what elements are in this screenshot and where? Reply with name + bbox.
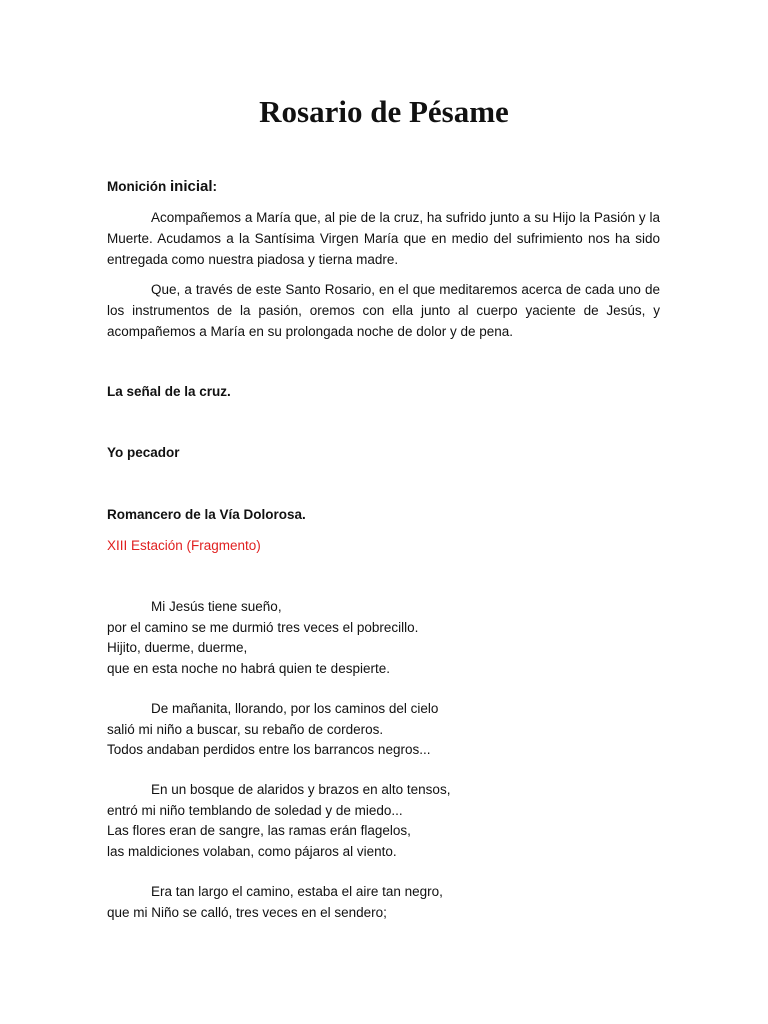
stanza-line: las maldiciones volaban, como pájaros al viento. [107, 843, 397, 859]
monicion-label-part1: Monición [107, 179, 170, 194]
romancero-heading: Romancero de la Vía Dolorosa. [107, 507, 306, 522]
stanza-line: Todos andaban perdidos entre los barrancos negros... [107, 742, 431, 757]
estacion-subheading: XIII Estación (Fragmento) [107, 538, 261, 553]
senal-de-la-cruz-heading: La señal de la cruz. [107, 384, 231, 399]
stanza-line: Era tan largo el camino, estaba el aire tan negro, [151, 884, 443, 899]
stanza-line: entró mi niño temblando de soledad y de miedo... [107, 802, 403, 818]
yo-pecador-heading: Yo pecador [107, 445, 180, 460]
monicion-label-part2: inicial [170, 178, 213, 195]
stanza-line: que mi Niño se calló, tres veces en el sendero; [107, 904, 387, 920]
stanza-line: De mañanita, llorando, por los caminos del cielo [151, 701, 439, 716]
monicion-label-part3: : [212, 179, 218, 194]
stanza-line: salió mi niño a buscar, su rebaño de corderos. [107, 721, 384, 737]
stanza-line: que en esta noche no habrá quien te despierte. [107, 660, 390, 676]
stanza-line: Hijito, duerme, duerme, [107, 640, 248, 655]
monicion-paragraph-2: Que, a través de este Santo Rosario, en el que meditaremos acerca de cada uno de los instrumentos de la pasión, oremos con ella junto al cuerpo yaciente de Jesús, y acompañemos a María en su prolongada noche de dolor y de pena. [107, 282, 660, 339]
stanza-3 [107, 780, 660, 862]
stanza-1 [107, 597, 660, 679]
monicion-paragraph-1: Acompañemos a María que, al pie de la cruz, ha sufrido junto a su Hijo la Pasión y la Muerte. Acudamos a la Santísima Virgen María que en medio del sufrimiento nos ha sido entregada como nuestra piadosa y tierna madre. [107, 210, 660, 267]
stanza-line: por el camino se me durmió tres veces el pobrecillo. [107, 619, 419, 635]
monicion-heading [107, 176, 660, 197]
stanza-4 [107, 882, 660, 923]
stanza-line: Las flores eran de sangre, las ramas erán flagelos, [107, 823, 411, 838]
stanza-2 [107, 699, 660, 761]
stanza-line: Mi Jesús tiene sueño, [151, 599, 282, 614]
stanza-line: En un bosque de alaridos y brazos en alto tensos, [151, 782, 451, 797]
document-title: Rosario de Pésame [259, 94, 509, 129]
